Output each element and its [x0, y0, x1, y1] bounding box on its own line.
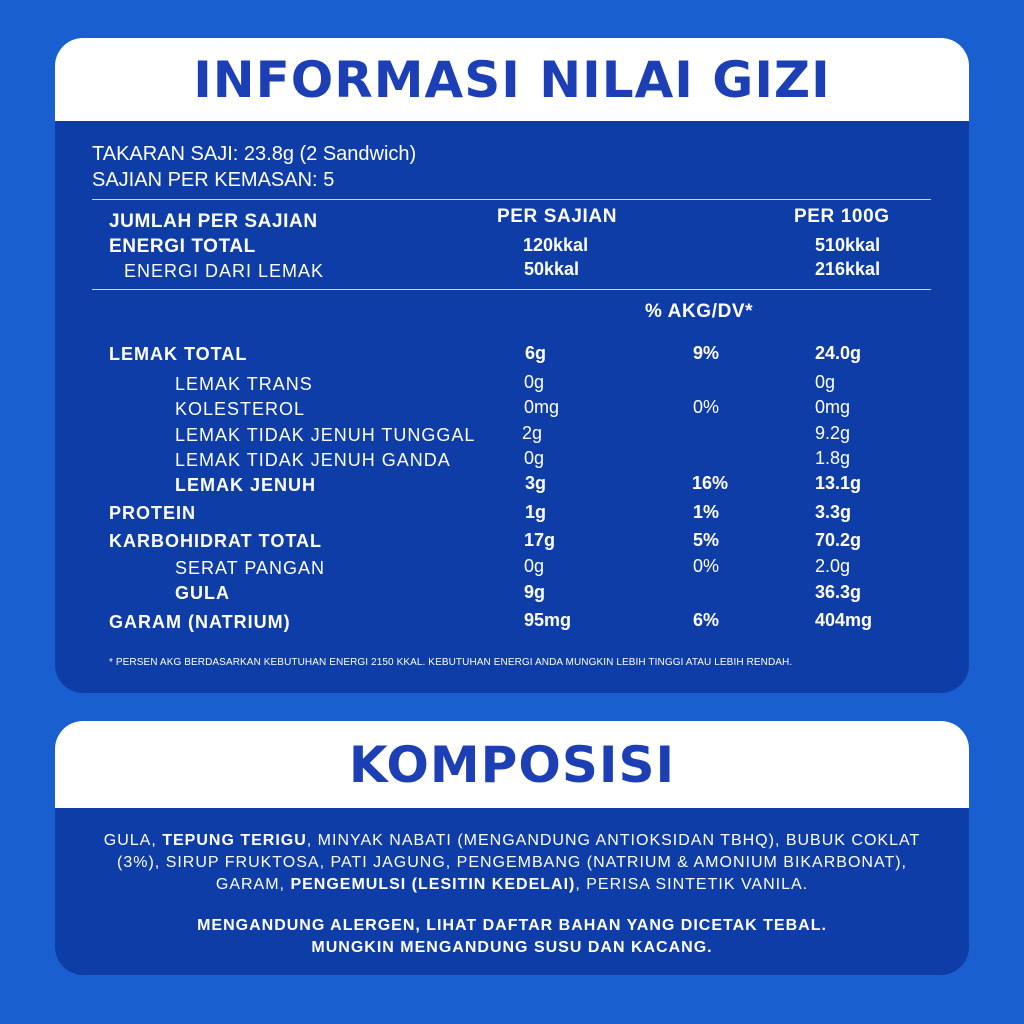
allergen-ingredient: PENGEMULSI (LESITIN KEDELAI)	[290, 876, 576, 893]
nutrient-serving: 2g	[522, 423, 543, 443]
ingredients-line	[80, 830, 944, 852]
per-serving-header: PER SAJIAN	[497, 206, 618, 227]
nutrient-label: KARBOHIDRAT TOTAL	[109, 531, 322, 551]
divider	[92, 199, 931, 200]
nutrient-akg: 0%	[693, 397, 720, 417]
energy-fat-label: ENERGI DARI LEMAK	[124, 261, 325, 281]
ingredient-text: , MINYAK NABATI (MENGANDUNG ANTIOKSIDAN TBHQ), BUBUK COKLAT	[306, 832, 921, 849]
nutrient-akg: 9%	[693, 343, 720, 363]
akg-footnote: * PERSEN AKG BERDASARKAN KEBUTUHAN ENERGI 2150 KKAL. KEBUTUHAN ENERGI ANDA MUNGKIN LEBIH TINGGI ATAU LEBIH RENDAH.	[109, 657, 793, 668]
ingredients-text	[80, 830, 944, 896]
nutrient-per100: 0g	[815, 372, 836, 392]
nutrient-per100: 13.1g	[815, 473, 862, 493]
nutrient-serving: 9g	[524, 582, 546, 602]
nutrient-per100: 36.3g	[815, 582, 862, 602]
servings-label: SAJIAN PER KEMASAN:	[92, 169, 318, 191]
nutrient-akg: 0%	[693, 556, 720, 576]
nutrient-per100: 3.3g	[815, 502, 852, 522]
nutrient-serving: 1g	[525, 502, 547, 522]
nutrient-label: GULA	[175, 583, 230, 603]
nutrient-per100: 24.0g	[815, 343, 862, 363]
nutrition-header	[55, 38, 969, 121]
nutrient-serving: 95mg	[524, 610, 572, 630]
energy-total-serving: 120kkal	[523, 235, 589, 255]
nutrient-per100: 1.8g	[815, 448, 851, 468]
serving-size-label: TAKARAN SAJI:	[92, 143, 239, 165]
energy-fat-serving: 50kkal	[524, 259, 580, 279]
amount-per-serving-header: JUMLAH PER SAJIAN	[109, 211, 318, 232]
allergen-line: MENGANDUNG ALERGEN, LIHAT DAFTAR BAHAN YANG DICETAK TEBAL.	[197, 917, 827, 934]
nutrient-label: LEMAK TOTAL	[109, 344, 248, 364]
nutrient-akg: 1%	[693, 502, 720, 522]
nutrient-per100: 70.2g	[815, 530, 862, 550]
nutrient-label: SERAT PANGAN	[175, 558, 326, 578]
energy-total-label: ENERGI TOTAL	[109, 236, 256, 257]
allergen-line: MUNGKIN MENGANDUNG SUSU DAN KACANG.	[311, 939, 713, 956]
energy-fat-100g: 216kkal	[815, 259, 881, 279]
nutrient-serving: 0g	[524, 556, 545, 576]
servings-per-pack	[92, 169, 334, 192]
ingredient-text: GARAM,	[215, 876, 291, 893]
allergen-ingredient: TEPUNG TERIGU	[162, 832, 307, 849]
ingredients-line	[80, 874, 944, 896]
nutrient-akg: 6%	[693, 610, 720, 630]
nutrient-per100: 404mg	[815, 610, 873, 630]
ingredient-text: , PERISA SINTETIK VANILA.	[575, 876, 809, 893]
allergen-warning	[80, 915, 944, 959]
serving-size	[92, 143, 416, 166]
nutrient-serving: 0mg	[524, 397, 560, 417]
servings-value: 5	[323, 169, 335, 191]
serving-size-value: 23.8g (2 Sandwich)	[243, 143, 417, 165]
nutrient-serving: 0g	[524, 372, 545, 392]
composition-header	[55, 721, 969, 808]
nutrient-label: LEMAK JENUH	[175, 475, 317, 495]
divider	[92, 289, 931, 290]
nutrient-per100: 2.0g	[815, 556, 851, 576]
ingredients-line: (3%), SIRUP FRUKTOSA, PATI JAGUNG, PENGEMBANG (NATRIUM & AMONIUM BIKARBONAT),	[117, 854, 907, 871]
akg-header: % AKG/DV*	[645, 301, 754, 322]
nutrient-per100: 9.2g	[815, 423, 851, 443]
nutrient-label: LEMAK TRANS	[175, 374, 313, 394]
energy-total-100g: 510kkal	[815, 235, 881, 255]
nutrient-serving: 6g	[525, 343, 547, 363]
ingredient-text: GULA,	[103, 832, 163, 849]
nutrient-akg: 16%	[692, 473, 729, 493]
nutrient-label: KOLESTEROL	[175, 399, 306, 419]
nutrient-serving: 17g	[524, 530, 556, 550]
nutrient-label: LEMAK TIDAK JENUH TUNGGAL	[175, 425, 476, 445]
nutrient-label: LEMAK TIDAK JENUH GANDA	[175, 450, 451, 470]
nutrient-label: PROTEIN	[109, 503, 197, 523]
nutrient-label: GARAM (NATRIUM)	[109, 612, 291, 632]
per-100g-header: PER 100G	[794, 206, 890, 227]
composition-title: KOMPOSISI	[348, 735, 676, 794]
nutrient-per100: 0mg	[815, 397, 851, 417]
nutrition-title: INFORMASI NILAI GIZI	[193, 50, 831, 109]
nutrient-serving: 3g	[525, 473, 547, 493]
nutrient-serving: 0g	[524, 448, 545, 468]
nutrient-akg: 5%	[693, 530, 720, 550]
